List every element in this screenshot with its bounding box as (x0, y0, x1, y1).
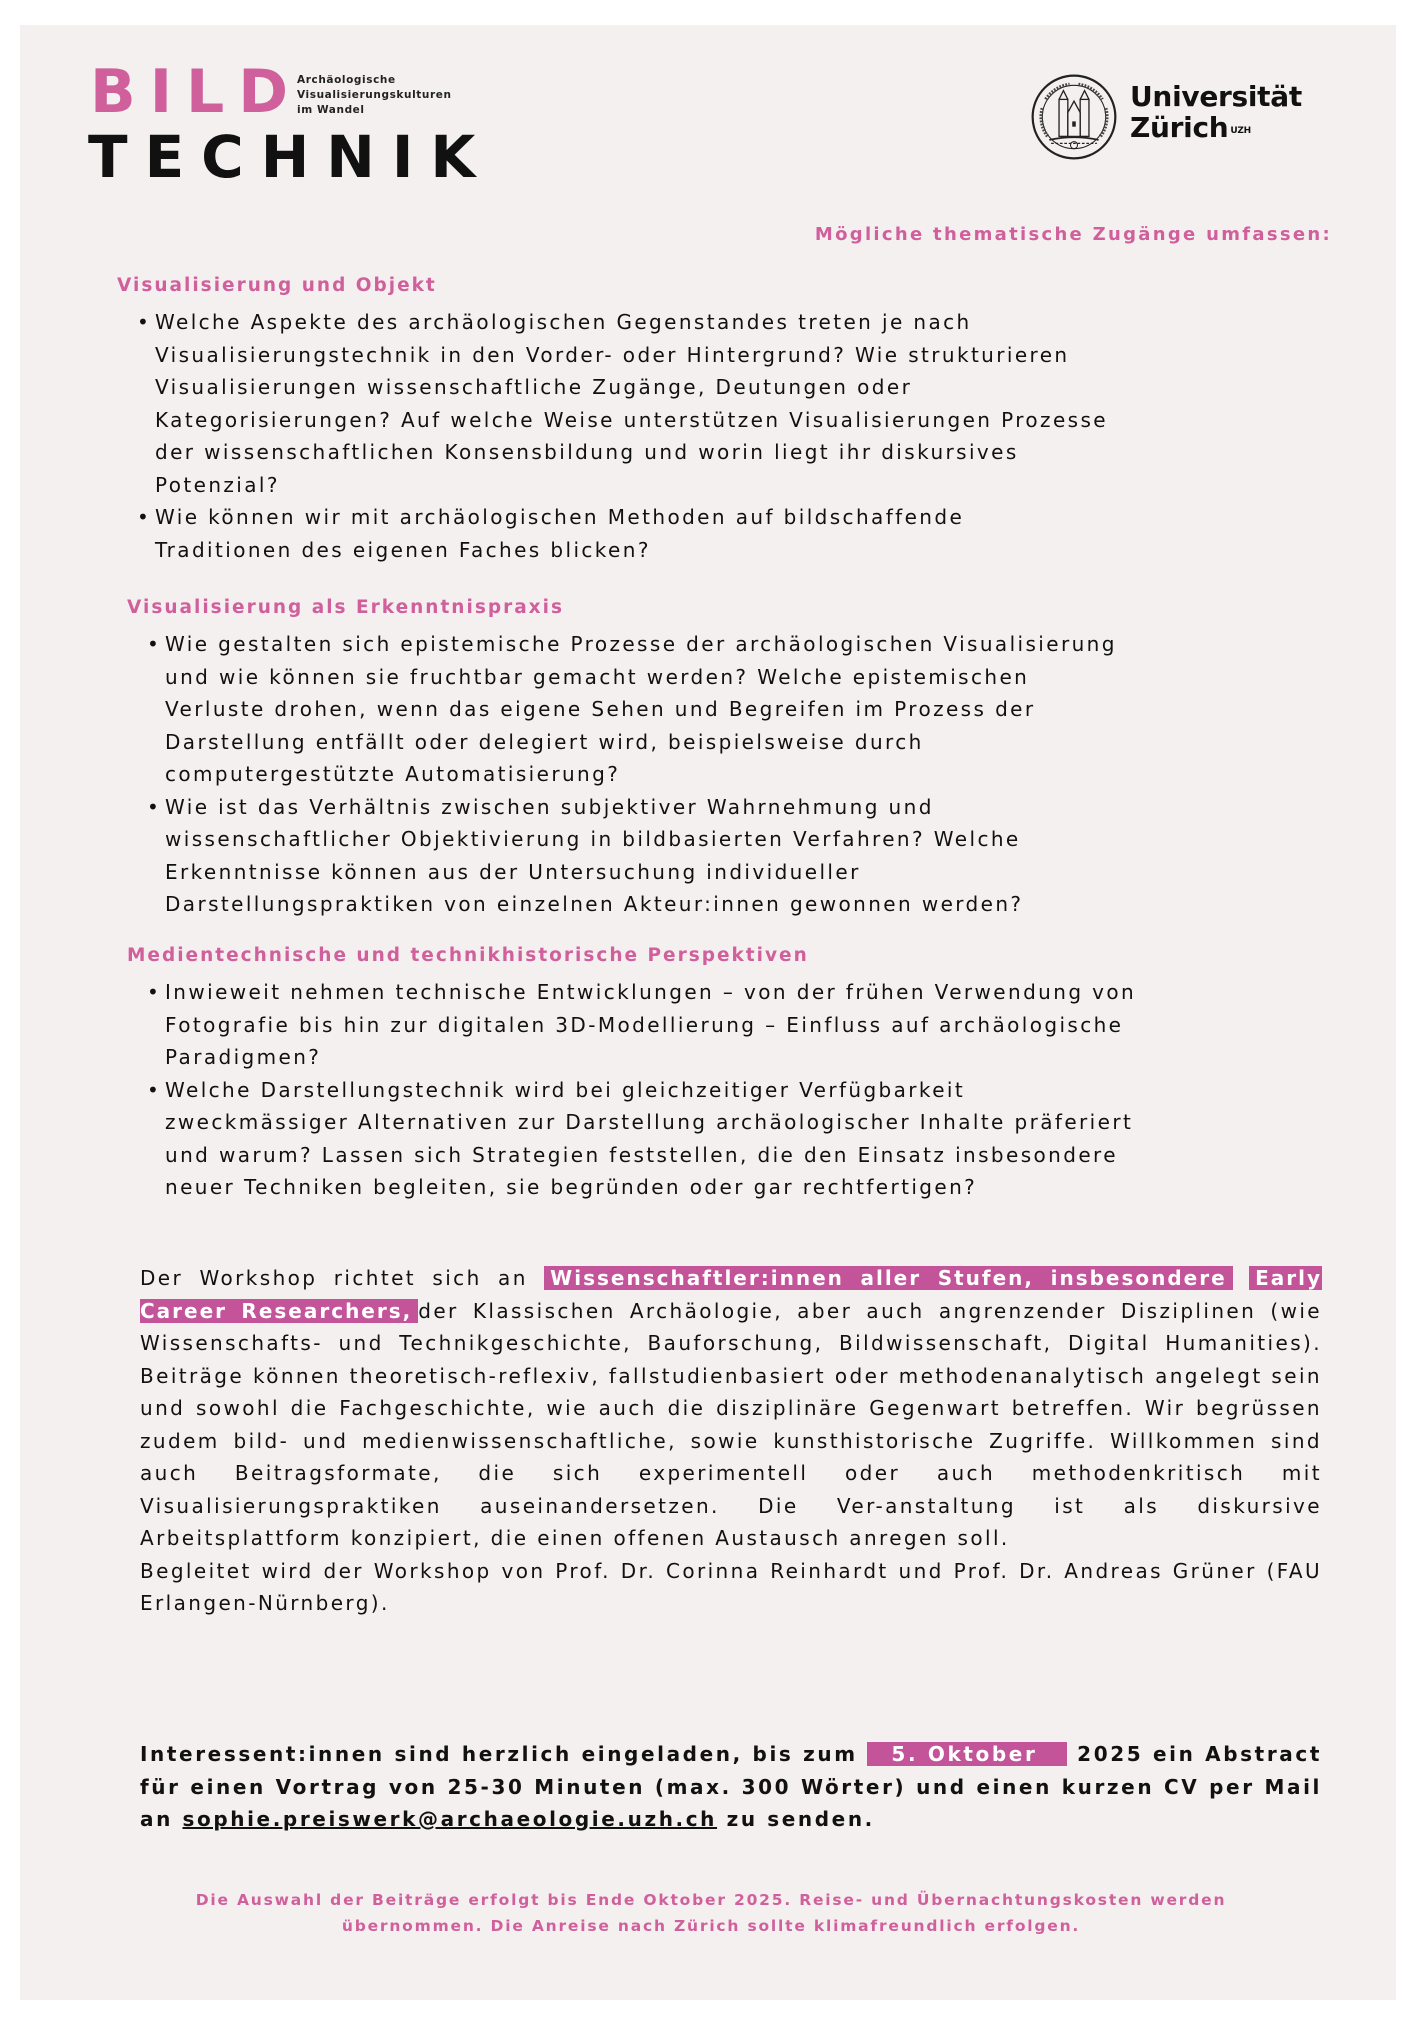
section-heading: Visualisierung und Objekt (117, 275, 437, 296)
bullet-line: der wissenschaftlichen Konsensbildung und worin liegt ihr diskursives (155, 440, 1019, 464)
university-seal-icon (1030, 73, 1118, 161)
bullet-line: • Welche Darstellungstechnik wird bei gleichzeitiger Verfügbarkeit (165, 1077, 966, 1102)
bullet-line: computergestützte Automatisierung? (165, 762, 621, 786)
bullet-line: Kategorisierungen? Auf welche Weise unterstützen Visualisierungen Prozesse (155, 407, 1108, 432)
bullet-line: Fotografie bis hin zur digitalen 3D-Modellierung – Einfluss auf archäologische (165, 1012, 1124, 1037)
footer-note (90, 1887, 1332, 1939)
highlight-audience: Wissenschaftler:innen aller Stufen, insbesondere (544, 1266, 1233, 1290)
bullet-line: zweckmässiger Alternativen zur Darstellung archäologischer Inhalte präferiert (165, 1110, 1134, 1134)
bullet-line: Traditionen des eigenen Faches blicken? (155, 537, 651, 562)
bullet-line: Visualisierungen wissenschaftliche Zugänge, Deutungen oder (155, 375, 913, 399)
bullet-line: Darstellungspraktiken von einzelnen Akteur:innen gewonnen werden? (165, 892, 1024, 916)
bullet-line: und warum? Lassen sich Strategien feststellen, die den Einsatz insbesondere (165, 1142, 1118, 1167)
bullet-line: • Wie gestalten sich epistemische Prozesse der archäologischen Visualisierung (165, 632, 1117, 656)
university-name-line2 (1130, 112, 1302, 143)
highlight-ecr: Early Career Researchers, (140, 1266, 1322, 1323)
uzh-abbrev: UZH (1230, 126, 1251, 136)
footer-line: übernommen. Die Anreise nach Zürich sollte klimafreundlich erfolgen. (341, 1917, 1081, 1935)
bullet-line: Verluste drohen, wenn das eigene Sehen und Begreifen im Prozess der (165, 697, 1036, 721)
bullet-item (147, 628, 1117, 791)
topics-intro-heading: Mögliche thematische Zugänge umfassen: (814, 224, 1332, 245)
bullet-line: Erkenntnisse können aus der Untersuchung individueller (165, 859, 861, 884)
bullet-line: neuer Techniken begleiten, sie begründen oder gar rechtfertigen? (165, 1175, 978, 1199)
bullet-line: Paradigmen? (165, 1045, 322, 1069)
university-name (1130, 81, 1302, 143)
logo-subtitle-line: Visualisierungskulturen (297, 89, 452, 101)
call-text: zu senden. (717, 1807, 875, 1831)
call-text: 2025 ein Abstract für einen Vortrag von 25-30 Minuten (max. 300 Wörter) und einen kurzen CV per Mail an (140, 1742, 1323, 1831)
logo-subtitle-line: im Wandel (297, 104, 365, 116)
section-heading: Medientechnische und technikhistorische Perspektiven (127, 945, 809, 966)
logo-subtitle (297, 73, 452, 118)
bullet-line: Darstellung entfällt oder delegiert wird, beispielsweise durch (165, 729, 924, 754)
bullet-line: Potenzial? (155, 472, 280, 497)
section-bullets (147, 628, 1117, 921)
call-for-abstracts (140, 1738, 1322, 1836)
bullet-line: • Welche Aspekte des archäologischen Gegenstandes treten je nach (155, 310, 972, 334)
workshop-description (140, 1262, 1322, 1620)
contact-email-link[interactable]: sophie.preiswerk@archaeologie.uzh.ch (182, 1807, 718, 1831)
workshop-accompanied: Begleitet wird der Workshop von Prof. Dr. Corinna Reinhardt und Prof. Dr. Andreas Grüner (FAU Erlangen-Nürnberg). (140, 1558, 1322, 1615)
call-text: Interessent:innen sind herzlich eingeladen, bis zum (140, 1742, 868, 1766)
university-city: Zürich (1130, 111, 1229, 144)
bullet-line: wissenschaftlicher Objektivierung in bildbasierten Verfahren? Welche (165, 827, 1021, 851)
bullet-line: und wie können sie fruchtbar gemacht werden? Welche epistemischen (165, 664, 1030, 689)
workshop-text: Der Workshop richtet sich an (140, 1266, 545, 1290)
deadline-badge: 5. Oktober (867, 1742, 1067, 1766)
university-name-line1: Universität (1130, 80, 1302, 113)
bullet-line: • Inwieweit nehmen technische Entwicklungen – von der frühen Verwendung von (165, 980, 1137, 1004)
section-bullets (137, 306, 1108, 566)
workshop-text: der Klassischen Archäologie, aber auch angrenzender Disziplinen (wie Wissenschafts- und Technikgeschichte, Bauforschung, Bildwissenschaft, Digital Humanities). Beiträge können theoretisch-reflexiv, fallstudienbasiert oder methodenanalytisch angelegt sein und sowohl die Fachgeschichte, wie auch die disziplinäre Gegenwart betreffen. Wir begrüssen zudem bild- und medienwissenschaftliche, sowie kunsthistorische Zugriffe. Willkommen sind auch Beitragsformate, die sich experimentell oder auch methodenkritisch mit Visualisierungspraktiken auseinandersetzen. Die Ver-anstaltung ist als diskursive Arbeitsplattform konzipiert, die einen offenen Austausch anregen soll. (140, 1298, 1323, 1550)
section-bullets (147, 976, 1136, 1204)
logo-technik: TECHNIK (88, 123, 493, 191)
bullet-item (147, 976, 1136, 1074)
bullet-line: • Wie können wir mit archäologischen Methoden auf bildschaffende (155, 505, 965, 529)
university-logo (1030, 65, 1330, 175)
bullet-line: • Wie ist das Verhältnis zwischen subjektiver Wahrnehmung und (165, 794, 934, 819)
footer-line: Die Auswahl der Beiträge erfolgt bis Ende Oktober 2025. Reise- und Übernachtungskosten werden (195, 1891, 1227, 1909)
section-heading: Visualisierung als Erkenntnispraxis (127, 597, 564, 618)
bullet-item (137, 501, 1108, 566)
bullet-line: Visualisierungstechnik in den Vorder- oder Hintergrund? Wie strukturieren (155, 342, 1070, 367)
bullet-item (137, 306, 1108, 501)
bullet-item (147, 1074, 1136, 1204)
logo-subtitle-line: Archäologische (297, 74, 396, 86)
logo-bild: BILD (90, 57, 303, 127)
bullet-item (147, 791, 1117, 921)
